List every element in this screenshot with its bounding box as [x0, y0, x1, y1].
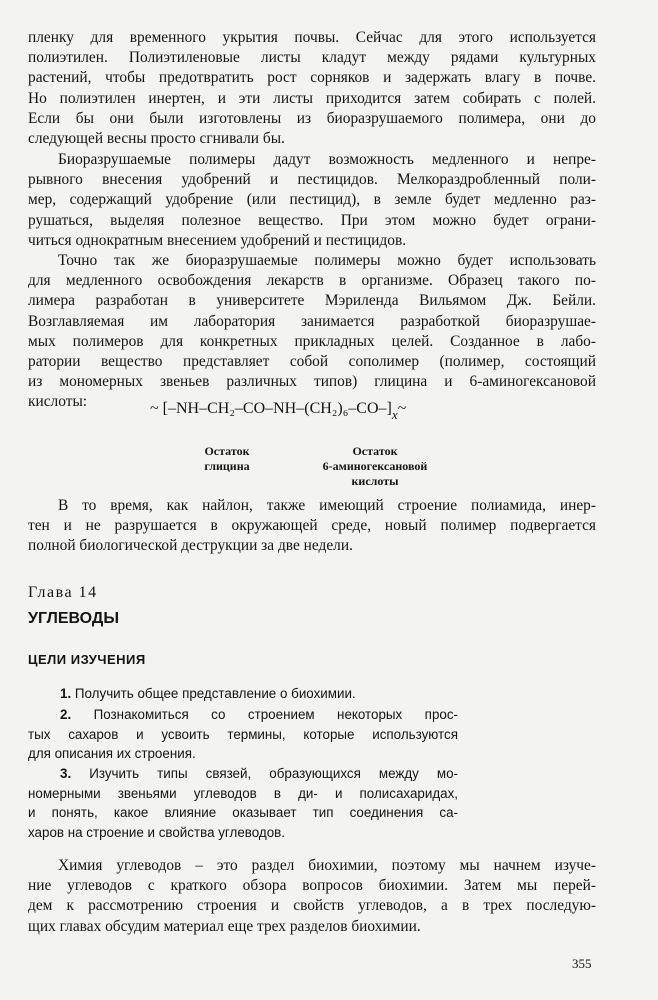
chapter-label: Глава 14: [28, 584, 98, 601]
text-line: Но полиэтилен инертен, и эти листы приходится затем собирать с полей.: [28, 89, 596, 107]
formula-subscript: x: [391, 407, 398, 422]
formula-text: ~ [–NH–CH₂–CO–NH–(CH₂)₆–CO–]: [150, 400, 392, 417]
text-line: В то время, как найлон, также имеющий строение полиамида, инер-: [58, 497, 596, 514]
goal-item-1: [28, 684, 458, 704]
goal-item-3: [28, 764, 458, 842]
copolymer-formula: [150, 400, 480, 423]
text-line: пленку для временного укрытия почвы. Сейчас для этого используется: [28, 29, 596, 46]
text-line: полной биологической деструкции за две недели.: [28, 537, 353, 555]
text-line: следующей весны просто сгнивали бы.: [28, 130, 285, 148]
text-line: мых полимеров для конкретных прикладных целей. Созданное в лабо-: [28, 332, 596, 350]
text-line: Биоразрушаемые полимеры дадут возможность медленного и непре-: [58, 151, 596, 168]
goal-number: 1.: [60, 686, 72, 701]
text-line: щих главах обсудим материал еще трех разделов биохимии.: [28, 917, 421, 935]
paragraph-medicine: [28, 251, 596, 413]
text-line: лимера разработан в университете Мэриленда Вильямом Дж. Бейли.: [28, 292, 596, 310]
text-line: мер, содержащий удобрение (или пестицид), в земле будет медленно раз-: [28, 191, 596, 209]
paragraph-polyethylene: [28, 28, 596, 149]
paragraph-fertilizers: [28, 150, 596, 251]
text-line: читься однократным внесением удобрений и пестицидов.: [28, 231, 407, 249]
text-line: тен и не разрушается в окружающей среде, новый полимер подвергается: [28, 517, 596, 535]
text-line: полиэтилен. Полиэтиленовые листы кладут между рядами культурных: [28, 49, 596, 67]
text-line: кислоты:: [28, 393, 88, 411]
page-number: 355: [572, 956, 592, 971]
text-line: рывного внесения удобрений и пестицидов. Мелкораздробленный поли-: [28, 171, 596, 189]
goal-text: харов на строение и свойства углеводов.: [28, 824, 285, 840]
goals-heading: ЦЕЛИ ИЗУЧЕНИЯ: [28, 652, 146, 667]
chapter-title: УГЛЕВОДЫ: [28, 610, 119, 627]
goal-number: 2.: [60, 707, 72, 722]
goal-item-2: [28, 705, 458, 764]
text-line: Возглавляемая им лаборатория занимается разработкой биоразрушае-: [28, 312, 596, 330]
text-line: из мономерных звеньев различных типов) глицина и 6-аминогексановой: [28, 373, 596, 391]
residue-glycine-label: Остаток глицина: [204, 444, 250, 473]
text-line: Точно так же биоразрушаемые полимеры можно будет использовать: [58, 252, 596, 269]
goal-text: номерными звеньями углеводов в ди- и полисахаридах,: [28, 785, 458, 801]
text-line: дем к рассмотрению строения и свойств углеводов, а в трех последую-: [28, 897, 596, 915]
paragraph-nylon: [28, 496, 596, 557]
goal-text: и понять, какое влияние оказывает тип соединения са-: [28, 805, 458, 820]
text-line: ратории вещество представляет собой сополимер (полимер, состоящий: [28, 353, 596, 371]
residue-aminohexanoic-label: Остаток 6-аминогексановой кислоты: [322, 444, 428, 488]
formula-tail: ~: [397, 400, 407, 417]
text-line: для медленного освобождения лекарств в организме. Образец такого по-: [28, 272, 596, 290]
goal-text: для описания их строения.: [28, 746, 196, 761]
text-line: ние углеводов с краткого обзора вопросов биохимии. Затем мы перей-: [28, 877, 596, 895]
goal-text: Изучить типы связей, образующихся между мо-: [89, 766, 458, 781]
goal-number: 3.: [60, 766, 72, 781]
goal-text: тых сахаров и усвоить термины, которые используются: [28, 726, 458, 742]
text-line: Химия углеводов – это раздел биохимии, поэтому мы начнем изуче-: [58, 857, 596, 874]
goal-text: Получить общее представление о биохимии.: [74, 686, 356, 701]
goal-text: Познакомиться со строением некоторых прос-: [93, 707, 458, 722]
paragraph-carbohydrates-intro: [28, 856, 596, 937]
text-line: рушаться, выделяя полезное вещество. При этом можно будет ограни-: [28, 211, 596, 229]
text-line: Если бы они были изготовлены из биоразрушаемого полимера, они до: [28, 109, 596, 127]
text-line: растений, чтобы предотвратить рост сорняков и задержать влагу в почве.: [28, 69, 596, 87]
